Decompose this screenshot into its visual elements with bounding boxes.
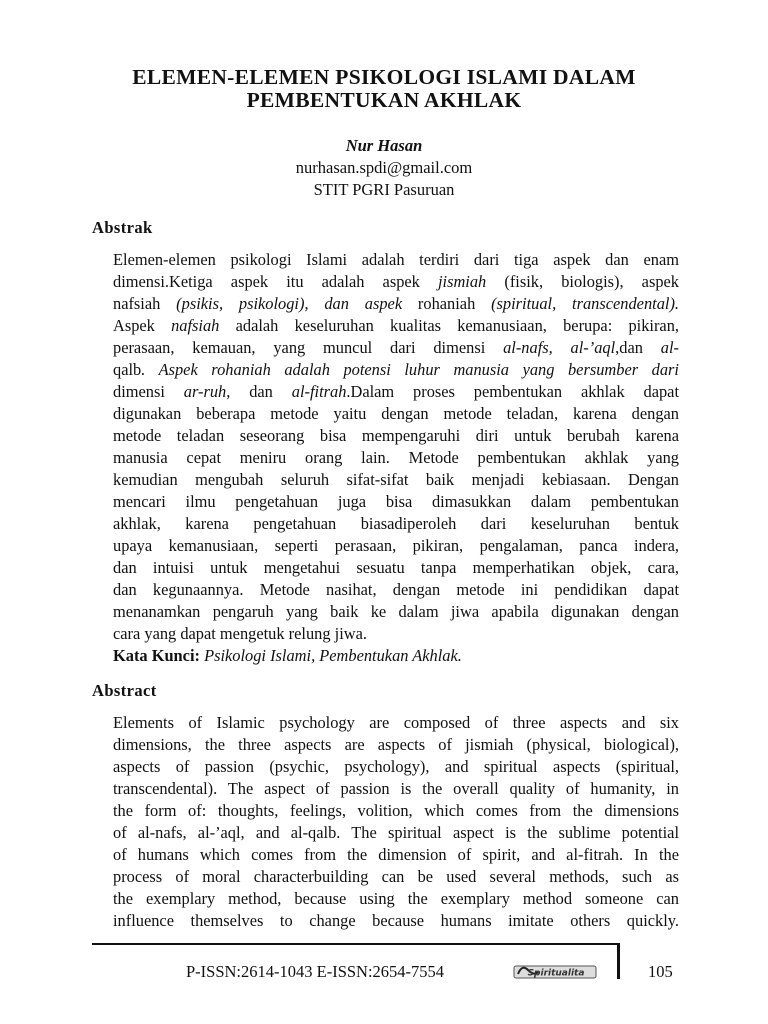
abstrak-line: dimensi.Ketiga aspek itu adalah aspek jismiah (fisik, biologis), aspek <box>113 272 680 291</box>
abstract-heading: Abstract <box>92 681 157 700</box>
journal-logo <box>512 960 598 982</box>
abstrak-line: akhlak, karena pengetahuan biasadiperoleh dari keseluruhan bentuk <box>113 514 679 533</box>
paper-title-line-1: ELEMEN-ELEMEN PSIKOLOGI ISLAMI DALAM <box>132 65 636 89</box>
abstrak-line: cara yang dapat mengetuk relung jiwa. <box>113 624 367 643</box>
abstrak-line: dan intuisi untuk mengetahui sesuatu tanpa memperhatikan objek, cara, <box>113 558 679 577</box>
abstrak-line: digunakan beberapa metode yaitu dengan metode teladan, karena dengan <box>113 404 679 423</box>
journal-logo-text: Spiritualita <box>527 968 585 979</box>
abstract-line: of al-nafs, al-’aql, and al-qalb. The spiritual aspect is the sublime potential <box>113 823 679 842</box>
abstrak-heading: Abstrak <box>92 218 153 237</box>
abstrak-line: metode teladan seseorang bisa mempengaruhi diri untuk berubah karena <box>113 426 679 445</box>
abstrak-line: menanamkan pengaruh yang baik ke dalam jiwa apabila digunakan dengan <box>113 602 679 621</box>
paper-title <box>80 66 688 112</box>
footer-rule <box>92 943 619 945</box>
abstrak-line: Aspek nafsiah adalah keseluruhan kualitas kemanusiaan, berupa: pikiran, <box>113 316 679 335</box>
abstract-body <box>113 712 679 932</box>
abstrak-line: dimensi ar-ruh, dan al-fitrah.Dalam proses pembentukan akhlak dapat <box>113 382 679 401</box>
author-name: Nur Hasan <box>345 136 423 155</box>
abstrak-line: dan kegunaannya. Metode nasihat, dengan metode ini pendidikan dapat <box>113 580 679 599</box>
keywords-line: Kata Kunci: Psikologi Islami, Pembentukan Akhlak. <box>113 646 462 665</box>
author-affiliation: STIT PGRI Pasuruan <box>313 180 455 199</box>
author-block <box>80 135 688 201</box>
abstrak-line: perasaan, kemauan, yang muncul dari dimensi al-nafs, al-’aql,dan al- <box>113 338 679 357</box>
abstrak-line: nafsiah (psikis, psikologi), dan aspek rohaniah (spiritual, transcendental). <box>113 294 680 313</box>
abstract-line: Elements of Islamic psychology are composed of three aspects and six <box>113 713 679 732</box>
abstrak-line: manusia cepat meniru orang lain. Metode pembentukan akhlak yang <box>113 448 679 467</box>
author-email: nurhasan.spdi@gmail.com <box>295 158 473 177</box>
keywords-label: Kata Kunci <box>113 646 195 665</box>
page-number: 105 <box>648 962 673 981</box>
keywords-value: Psikologi Islami, Pembentukan Akhlak. <box>204 646 462 665</box>
abstrak-body <box>113 249 679 667</box>
abstract-line: transcendental). The aspect of passion is the overall quality of humanity, in <box>113 779 679 798</box>
abstrak-line: mencari ilmu pengetahuan juga bisa dimasukkan dalam pembentukan <box>113 492 679 511</box>
abstrak-line: kemudian mengubah seluruh sifat-sifat baik menjadi kebiasaan. Dengan <box>113 470 679 489</box>
abstract-line: influence themselves to change because humans imitate others quickly. <box>113 911 679 930</box>
abstrak-line: Elemen-elemen psikologi Islami adalah terdiri dari tiga aspek dan enam <box>113 250 679 269</box>
abstract-line: dimensions, the three aspects are aspects of jismiah (physical, biological), <box>113 735 679 754</box>
abstract-line: the form of: thoughts, feelings, volition, which comes from the dimensions <box>113 801 679 820</box>
footer-vertical-rule <box>617 943 620 979</box>
abstrak-line: upaya kemanusiaan, seperti perasaan, pikiran, pengalaman, panca indera, <box>113 536 679 555</box>
footer-issn: P-ISSN:2614-1043 E-ISSN:2654-7554 <box>186 962 445 981</box>
abstract-line: aspects of passion (psychic, psychology), and spiritual aspects (spiritual, <box>113 757 679 776</box>
abstract-line: the exemplary method, because using the exemplary method someone can <box>113 889 679 908</box>
paper-title-line-2: PEMBENTUKAN AKHLAK <box>246 88 522 112</box>
abstrak-line: qalb. Aspek rohaniah adalah potensi luhur manusia yang bersumber dari <box>113 360 679 379</box>
abstract-line: process of moral characterbuilding can be used several methods, such as <box>113 867 679 886</box>
abstract-line: of humans which comes from the dimension of spirit, and al-fitrah. In the <box>113 845 679 864</box>
